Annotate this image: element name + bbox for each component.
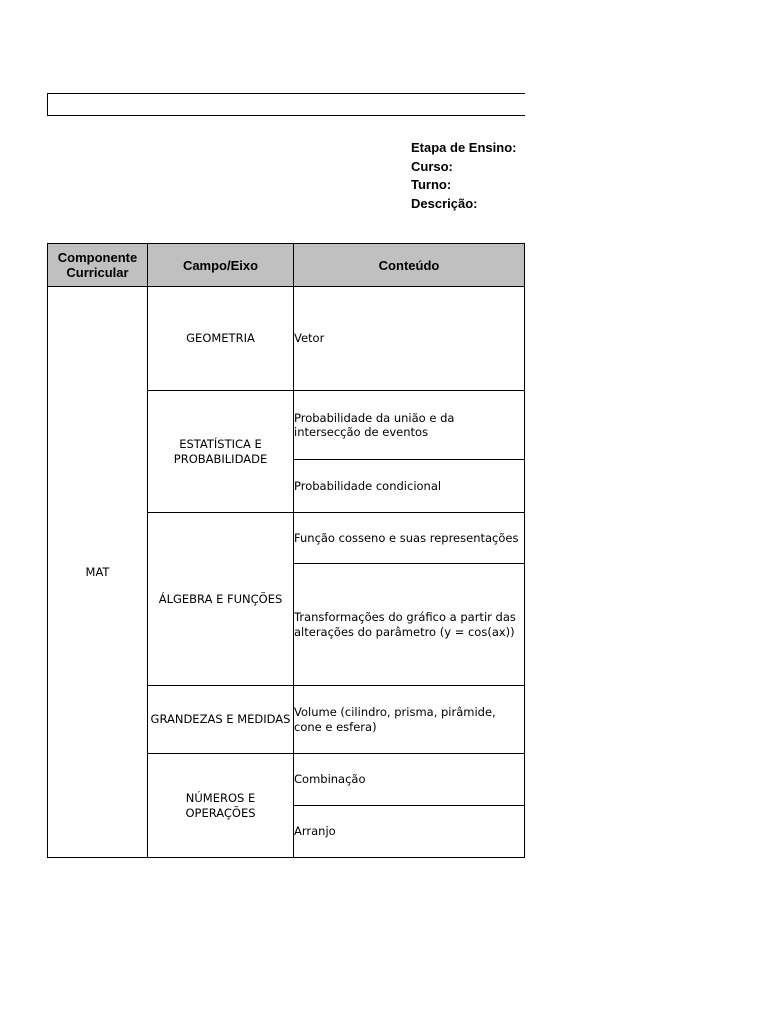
conteudo-cell: Volume (cilindro, prisma, pirâmide, cone e esfera) xyxy=(294,686,525,754)
table-header-row xyxy=(48,244,525,287)
header-campo: Campo/Eixo xyxy=(148,244,294,287)
conteudo-cell: Transformações do gráfico a partir das alterações do parâmetro (y = cos(ax)) xyxy=(294,564,525,686)
curriculum-table xyxy=(47,243,525,858)
campo-cell-numeros: NÚMEROS E OPERAÇÕES xyxy=(148,754,294,858)
header-conteudo: Conteúdo xyxy=(294,244,525,287)
turno-label: Turno: xyxy=(411,177,452,192)
conteudo-cell: Função cosseno e suas representações xyxy=(294,513,525,564)
document-title-box xyxy=(47,93,525,116)
campo-cell-algebra: ÁLGEBRA E FUNÇÕES xyxy=(148,513,294,686)
componente-cell: MAT xyxy=(48,287,148,858)
campo-cell-geometria: GEOMETRIA xyxy=(148,287,294,391)
conteudo-cell: Probabilidade condicional xyxy=(294,460,525,513)
conteudo-cell: Arranjo xyxy=(294,806,525,858)
table-row xyxy=(48,287,525,391)
descricao-label: Descrição: xyxy=(411,195,478,211)
campo-cell-estatistica: ESTATÍSTICA E PROBABILIDADE xyxy=(148,391,294,513)
conteudo-cell: Combinação xyxy=(294,754,525,806)
etapa-label: Etapa de Ensino: xyxy=(411,140,517,155)
header-componente: Componente Curricular xyxy=(48,244,148,287)
conteudo-cell: Vetor xyxy=(294,287,525,391)
campo-cell-grandezas: GRANDEZAS E MEDIDAS xyxy=(148,686,294,754)
curso-label: Curso: xyxy=(411,158,453,174)
conteudo-cell: Probabilidade da união e da intersecção de eventos xyxy=(294,391,525,460)
meta-info-block xyxy=(411,139,516,213)
